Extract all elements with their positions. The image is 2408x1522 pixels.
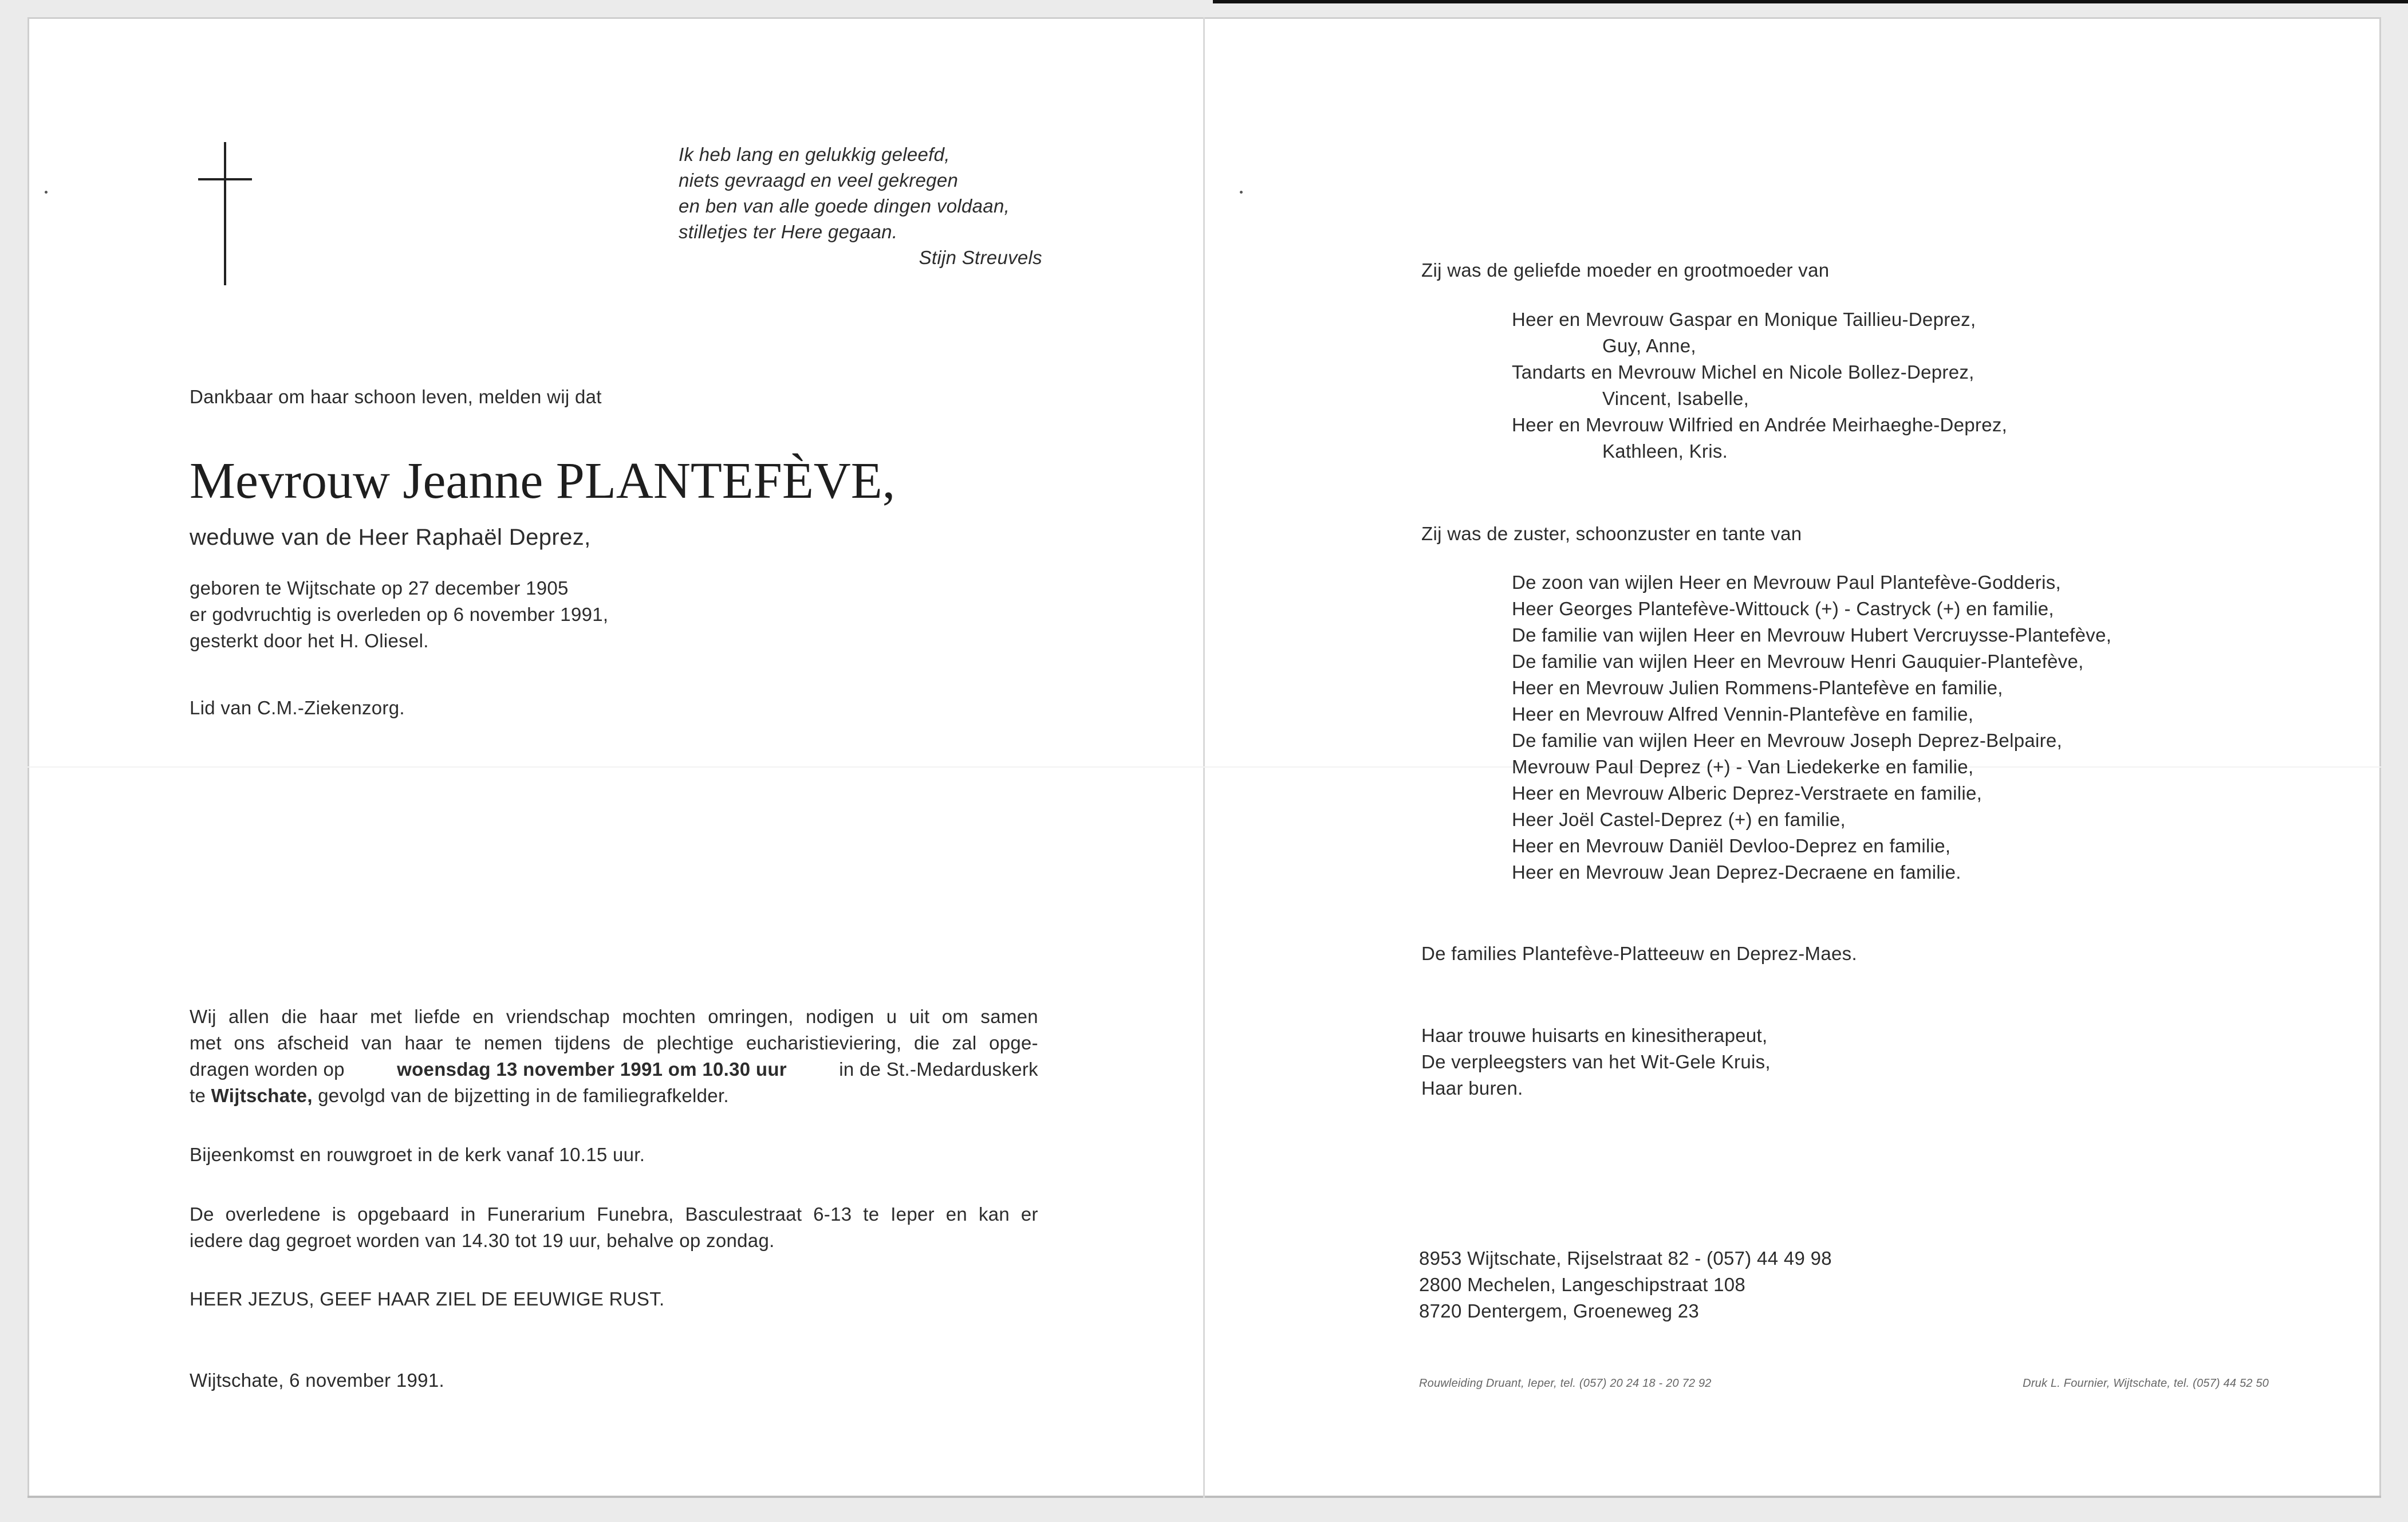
list-item: De familie van wijlen Heer en Mevrouw Henri Gauquier-Plantefève, [1512,651,2084,672]
invitation-word: die [281,1006,308,1027]
invitation-text: gevolgd van de bijzetting in de familiegrafkelder. [318,1085,729,1106]
invitation-word: samen [980,1006,1038,1027]
invitation-word: afscheid [277,1032,349,1053]
list-item: Guy, Anne, [1602,335,1696,356]
invitation-word: haar [404,1032,443,1053]
funerarium-word: Funebra, [597,1204,674,1225]
list-item: De verpleegsters van het Wit-Gele Kruis, [1421,1051,1771,1072]
invitation-text: in de St.-Medarduskerk [839,1059,1038,1080]
list-item: De familie van wijlen Heer en Mevrouw Joseph Deprez-Belpaire, [1512,730,2063,751]
invitation-line-3 [190,1056,1038,1083]
invitation-paragraph [190,1004,1038,1109]
children-heading: Zij was de geliefde moeder en grootmoeder van [1421,259,1830,281]
invitation-text: te [190,1085,206,1106]
invitation-word: nemen [483,1032,543,1053]
list-item: Heer en Mevrouw Alfred Vennin-Plantefève en familie, [1512,703,1974,725]
funerarium-text: iedere dag gegroet worden van 14.30 tot 19 uur, behalve op zondag. [190,1230,775,1251]
ceremony-place: Wijtschate, [211,1085,313,1106]
deceased-name: Mevrouw Jeanne PLANTEFÈVE, [190,453,896,509]
invitation-text: dragen worden op [190,1059,345,1080]
invitation-word: zal [952,1032,977,1053]
invitation-line-1 [190,1004,1038,1030]
funerarium-word: en [945,1204,968,1225]
scan-speck [1240,191,1243,194]
invitation-word: mochten [622,1006,696,1027]
invitation-line-2 [190,1030,1038,1056]
list-item: Heer Georges Plantefève-Wittouck (+) - Castryck (+) en familie, [1512,598,2054,619]
invitation-word: uit [909,1006,930,1027]
invitation-word: haar [319,1006,358,1027]
funerarium-line-1 [190,1201,1038,1228]
invitation-line-4 [190,1083,1038,1109]
gathering-info: Bijeenkomst en rouwgroet in de kerk vanaf 10.15 uur. [190,1144,645,1165]
place-date: Wijtschate, 6 november 1991. [190,1370,444,1391]
list-item: Kathleen, Kris. [1602,441,1728,462]
invitation-word: die [914,1032,940,1053]
invitation-word: met [370,1006,403,1027]
ceremony-date-time: woensdag 13 november 1991 om 10.30 uur [397,1059,787,1080]
funerarium-word: opgebaard [357,1204,450,1225]
membership: Lid van C.M.-Ziekenzorg. [190,697,405,718]
funerarium-word: is [332,1204,346,1225]
list-item: Heer en Mevrouw Gaspar en Monique Taillieu-Deprez, [1512,309,1976,330]
invitation-word: ons [234,1032,265,1053]
funerarium-word: Funerarium [487,1204,586,1225]
funerarium-word: er [1020,1204,1038,1225]
cross-horizontal-bar [198,178,252,180]
prayer: HEER JEZUS, GEEF HAAR ZIEL DE EEUWIGE RUST. [190,1288,665,1309]
invitation-word: vriendschap [506,1006,610,1027]
list-item: Heer en Mevrouw Alberic Deprez-Verstraete en familie, [1512,782,1983,804]
invitation-word: om [941,1006,969,1027]
scan-speck [45,191,48,194]
life-detail-line: er godvruchtig is overleden op 6 november 1991, [190,604,609,625]
poem-line: en ben van alle goede dingen voldaan, [679,195,1010,217]
invitation-word: opge- [989,1032,1038,1053]
siblings-heading: Zij was de zuster, schoonzuster en tante van [1421,523,1802,544]
poem [679,141,1010,245]
invitation-word: de [622,1032,645,1053]
list-item: Tandarts en Mevrouw Michel en Nicole Bollez-Deprez, [1512,361,1975,383]
siblings-list [1512,569,2111,886]
cross-vertical-bar [224,142,226,285]
life-details [190,575,608,654]
list-item: De zoon van wijlen Heer en Mevrouw Paul Plantefève-Godderis, [1512,572,2061,593]
invitation-word: en [472,1006,494,1027]
children-list [1512,306,2007,465]
invitation-word: omringen, [708,1006,794,1027]
poem-line: Ik heb lang en gelukkig geleefd, [679,144,950,165]
poem-author: Stijn Streuvels [919,247,1042,268]
invitation-word: allen [228,1006,270,1027]
address: 8953 Wijtschate, Rijselstraat 82 - (057) 44 49 98 [1419,1248,1832,1269]
list-item: Haar trouwe huisarts en kinesitherapeut, [1421,1025,1768,1046]
invitation-word: te [455,1032,472,1053]
list-item: Heer en Mevrouw Julien Rommens-Plantefève en familie, [1512,677,2003,698]
funerarium-line-2 [190,1228,1038,1254]
funerarium-word: De [190,1204,214,1225]
funerarium-word: Ieper [890,1204,935,1225]
center-fold [1203,17,1205,1498]
invitation-word: nodigen [805,1006,874,1027]
invitation-word: u [886,1006,897,1027]
list-item: Heer en Mevrouw Jean Deprez-Decraene en familie. [1512,862,1961,883]
invitation-word: eucharistieviering, [746,1032,902,1053]
funerarium-word: te [863,1204,880,1225]
intro-text: Dankbaar om haar schoon leven, melden wij dat [190,386,602,407]
addresses-list [1419,1245,1832,1324]
invitation-word: tijdens [554,1032,611,1053]
scan-edge-line [1213,0,2408,3]
funerarium-word: in [460,1204,476,1225]
invitation-word: liefde [414,1006,461,1027]
list-item: Heer en Mevrouw Wilfried en Andrée Meirhaeghe-Deprez, [1512,414,2008,435]
funerarium-word: kan [978,1204,1010,1225]
families: De families Plantefève-Platteeuw en Deprez-Maes. [1421,943,1857,964]
address: 2800 Mechelen, Langeschipstraat 108 [1419,1274,1746,1295]
life-detail-line: geboren te Wijtschate op 27 december 1905 [190,577,569,599]
list-item: Heer Joël Castel-Deprez (+) en familie, [1512,809,1846,830]
poem-line: niets gevraagd en veel gekregen [679,170,959,191]
list-item: Vincent, Isabelle, [1602,388,1749,409]
list-item: Mevrouw Paul Deprez (+) - Van Liedekerke en familie, [1512,756,1974,777]
invitation-word: van [361,1032,392,1053]
funerarium-word: overledene [225,1204,321,1225]
invitation-word: plechtige [656,1032,734,1053]
printer-credit: Druk L. Fournier, Wijtschate, tel. (057) 44 52 50 [2023,1377,2269,1390]
list-item: Haar buren. [1421,1077,1523,1099]
funerarium-word: Basculestraat [685,1204,802,1225]
widow-of: weduwe van de Heer Raphaël Deprez, [190,525,591,550]
invitation-word: Wij [190,1006,216,1027]
address: 8720 Dentergem, Groeneweg 23 [1419,1300,1700,1322]
list-item: De familie van wijlen Heer en Mevrouw Hubert Vercruysse-Plantefève, [1512,624,2112,646]
list-item: Heer en Mevrouw Daniël Devloo-Deprez en familie, [1512,835,1951,856]
poem-line: stilletjes ter Here gegaan. [679,221,898,242]
invitation-word: met [190,1032,222,1053]
life-detail-line: gesterkt door het H. Oliesel. [190,630,429,651]
funeral-director-credit: Rouwleiding Druant, Ieper, tel. (057) 20 24 18 - 20 72 92 [1419,1377,1712,1390]
funerarium-paragraph [190,1201,1038,1254]
caregivers-list [1421,1022,1771,1102]
funerarium-word: 6-13 [813,1204,852,1225]
